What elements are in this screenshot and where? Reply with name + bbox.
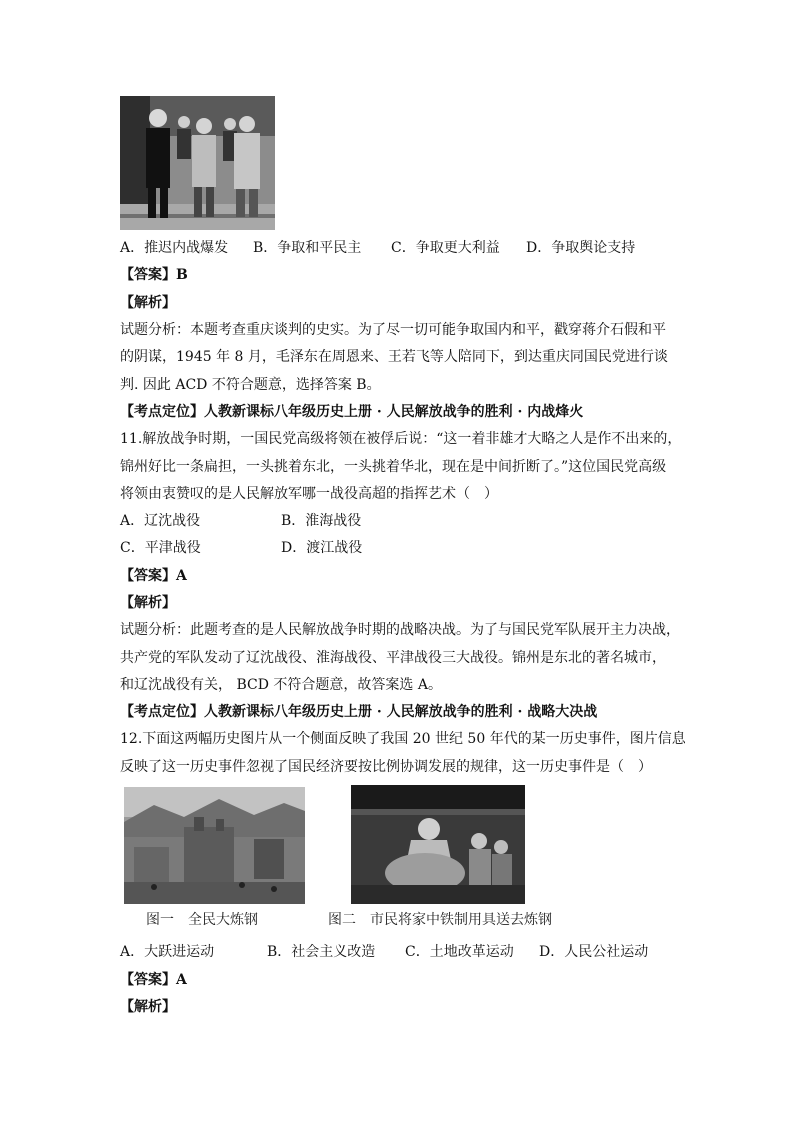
q12-option-a: A．大跃进运动 [120,944,215,960]
q12-analysis-label: 【解析】 [120,999,176,1015]
q11-stem-line: 11.解放战争时期，一国民党高级将领在被俘后说：“这一着非雄才大略之人是作不出来的， [120,431,682,447]
q11-analysis-line: 和辽沈战役有关， BCD 不符合题意，故答案选 A。 [120,677,442,693]
q10-answer: 【答案】B [120,267,188,283]
chongqing-negotiation-photo [120,96,275,230]
steelmaking-photo-2 [351,785,525,904]
q11-analysis-label: 【解析】 [120,595,176,611]
q12-option-d: D．人民公社运动 [539,944,649,960]
q12-option-b: B．社会主义改造 [267,944,376,960]
q10-analysis-line: 的阴谋，1945 年 8 月，毛泽东在周恩来、王若飞等人陪同下，到达重庆同国民党进行谈 [120,349,668,365]
q11-key-point: 【考点定位】人教新课标八年级历史上册 · 人民解放战争的胜利 · 战略大决战 [120,704,598,720]
q11-option-c: C．平津战役 [120,540,201,556]
photo-1-caption: 图一 全民大炼钢 [146,912,258,928]
q10-analysis-line: 试题分析：本题考查重庆谈判的史实。为了尽一切可能争取国内和平，戳穿蒋介石假和平 [120,322,666,338]
q11-answer: 【答案】A [120,568,187,584]
q10-key-point: 【考点定位】人教新课标八年级历史上册 · 人民解放战争的胜利 · 内战烽火 [120,404,584,420]
q10-option-a: A．推迟内战爆发 [120,240,229,256]
q12-stem-line: 12.下面这两幅历史图片从一个侧面反映了我国 20 世纪 50 年代的某一历史事件，图片信息 [120,731,686,747]
q11-option-a: A．辽沈战役 [120,513,201,529]
photo-2-caption: 图二 市民将家中铁制用具送去炼钢 [328,912,552,928]
q10-option-b: B．争取和平民主 [253,240,362,256]
q11-option-b: B．淮海战役 [281,513,362,529]
q10-analysis-label: 【解析】 [120,295,176,311]
q10-option-c: C．争取更大利益 [391,240,500,256]
q11-stem-line: 锦州好比一条扁担，一头挑着东北，一头挑着华北，现在是中间折断了。”这位国民党高级 [120,459,667,475]
q10-option-d: D．争取舆论支持 [526,240,636,256]
q11-analysis-line: 试题分析：此题考查的是人民解放战争时期的战略决战。为了与国民党军队展开主力决战， [120,622,680,638]
q11-analysis-line: 共产党的军队发动了辽沈战役、淮海战役、平津战役三大战役。锦州是东北的著名城市， [120,650,666,666]
q12-option-c: C．土地改革运动 [405,944,514,960]
q11-option-d: D．渡江战役 [281,540,363,556]
q11-stem-line: 将领由衷赞叹的是人民解放军哪一战役高超的指挥艺术（ ） [120,486,498,502]
q10-analysis-line: 判. 因此 ACD 不符合题意，选择答案 B。 [120,377,381,393]
q12-stem-line: 反映了这一历史事件忽视了国民经济要按比例协调发展的规律，这一历史事件是（ ） [120,759,652,775]
steelmaking-photo-1 [124,787,305,904]
q12-answer: 【答案】A [120,972,187,988]
